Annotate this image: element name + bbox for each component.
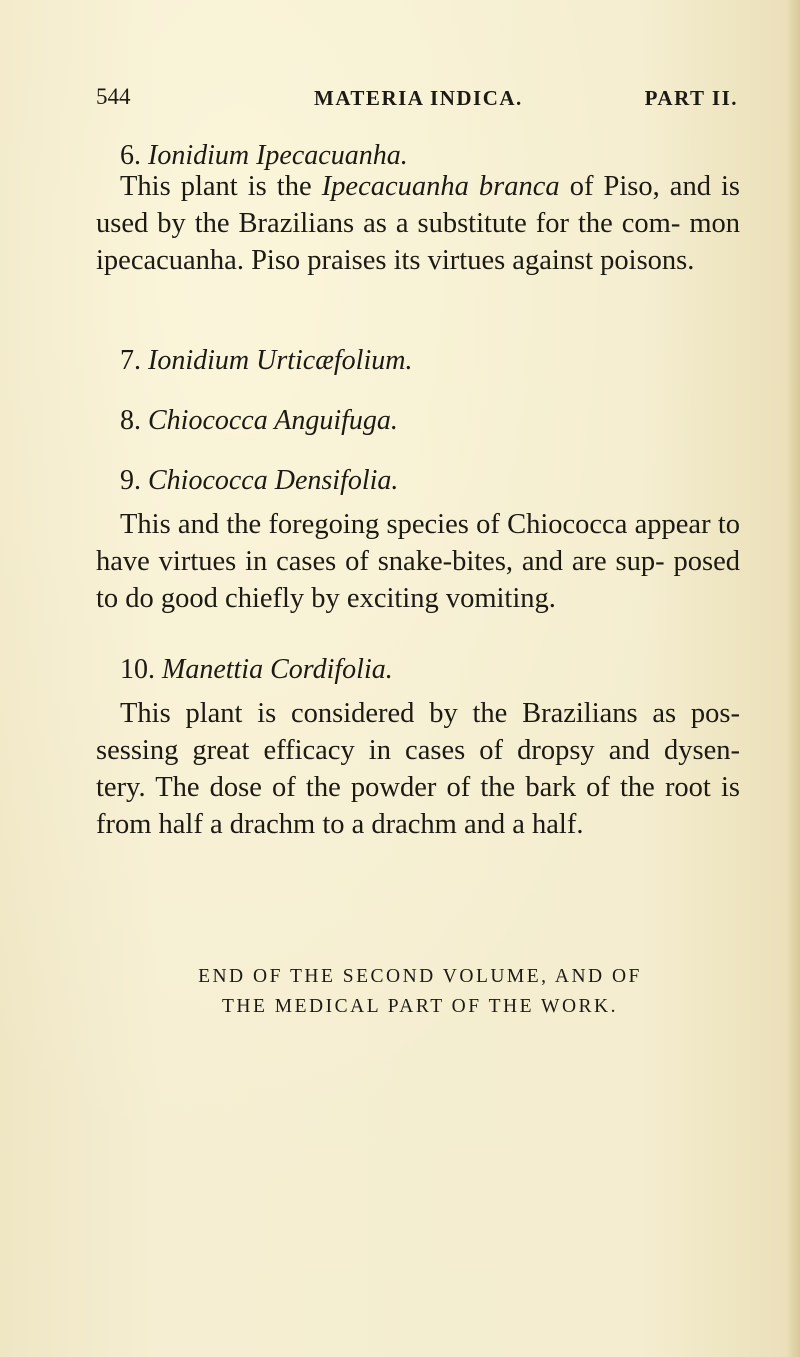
paragraph-italic-text: Ipecacuanha branca (321, 171, 560, 202)
page-edge-shadow (786, 0, 800, 1357)
species-name: Chiococca Densifolia. (148, 465, 399, 496)
entry-number: 10. (120, 654, 155, 685)
entry-number: 9. (120, 465, 141, 496)
entry-heading (120, 654, 393, 686)
page-number: 544 (96, 84, 131, 109)
entry-paragraph (96, 168, 740, 279)
entry-number: 7. (120, 345, 141, 376)
entry-heading (120, 465, 398, 497)
footer-line: END OF THE SECOND VOLUME, AND OF (198, 966, 642, 987)
footer-line: THE MEDICAL PART OF THE WORK. (222, 996, 618, 1017)
species-name: Ionidium Urticæfolium. (148, 345, 413, 376)
entry-number: 6. (120, 140, 141, 171)
running-title: MATERIA INDICA. (314, 86, 523, 110)
species-name: Chiococca Anguifuga. (148, 405, 398, 436)
species-name: Manettia Cordifolia. (162, 654, 393, 685)
entry-heading (120, 405, 398, 437)
running-header (96, 84, 738, 116)
part-label: PART II. (644, 86, 738, 110)
paragraph-text: This plant is the (120, 171, 322, 202)
end-of-volume-note (160, 962, 680, 1022)
species-name: Ionidium Ipecacuanha. (148, 140, 408, 171)
entry-heading (120, 345, 412, 377)
paragraph-text: of Piso, and is used by the Brazilians as a substitute for the com- mon ipecacuanha. Piso praises its virtues against poisons. (96, 171, 741, 276)
entry-paragraph: This and the foregoing species of Chiococca appear to have virtues in cases of snake-bites, and are sup- posed to do good chiefly by exciting vomiting. (96, 509, 740, 614)
entry-paragraph: This plant is considered by the Brazilians as pos- sessing great efficacy in cases of dropsy and dysen- tery. The dose of the powder of the bark of the root is from half a drachm to a drachm and a half. (96, 698, 740, 840)
entry-number: 8. (120, 405, 141, 436)
